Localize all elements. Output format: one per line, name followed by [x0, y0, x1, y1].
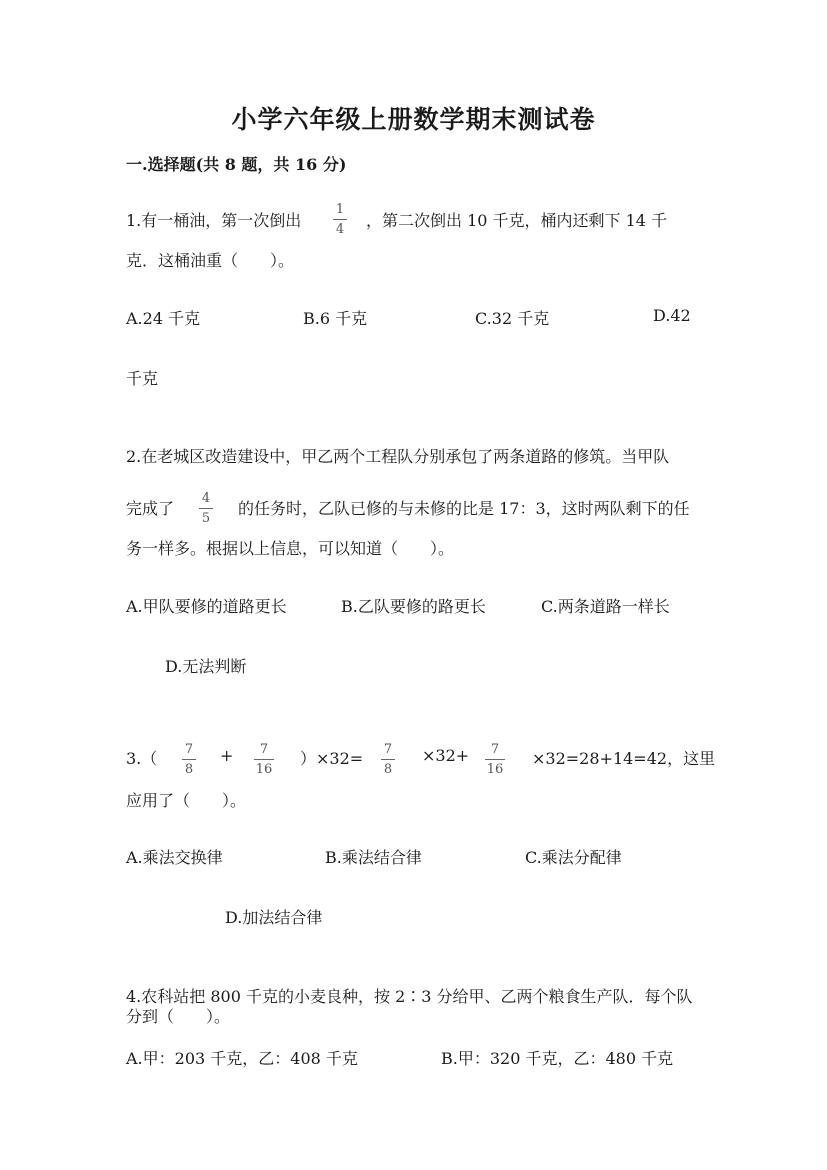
q3-option-c[interactable]: C.乘法分配律 [525, 848, 622, 867]
q2-fraction [199, 492, 213, 525]
q1-line1-post: ，第二次倒出 10 千克，桶内还剩下 14 千 [366, 211, 668, 230]
q4-option-a[interactable]: A.甲：203 千克，乙：408 千克 [126, 1049, 358, 1068]
q1-option-a[interactable]: A.24 千克 [126, 309, 201, 328]
q3-f4-num: 7 [490, 742, 500, 757]
q1-frac-num: 1 [335, 202, 345, 217]
q3-f3-num: 7 [383, 742, 393, 757]
q3-mid1: ）×32= [300, 749, 364, 768]
q3-f1-den: 8 [184, 762, 194, 777]
q3-fraction-3 [381, 743, 395, 776]
q3-fraction-4 [485, 743, 505, 776]
q2-line3: 务一样多。根据以上信息，可以知道（ ）。 [126, 539, 455, 558]
q1-frac-den: 4 [335, 222, 345, 237]
q1-line2: 克．这桶油重（ ）。 [126, 251, 295, 270]
q3-fraction-2 [254, 743, 274, 776]
q3-mid2: ×32+ [422, 746, 470, 765]
section-heading: 一.选择题(共 8 题，共 16 分) [126, 155, 347, 174]
q2-option-c[interactable]: C.两条道路一样长 [541, 597, 670, 616]
q3-plus: + [220, 746, 234, 765]
q2-option-d[interactable]: D.无法判断 [165, 657, 247, 676]
q1-fraction [333, 203, 347, 236]
q4-line1: 4.农科站把 800 千克的小麦良种，按 2∶3 分给甲、乙两个粮食生产队．每个队 [126, 987, 693, 1006]
q3-fraction-1 [182, 743, 196, 776]
q4-option-b[interactable]: B.甲：320 千克，乙：480 千克 [441, 1049, 674, 1068]
q3-line2: 应用了（ ）。 [126, 791, 247, 810]
q3-f3-den: 8 [383, 762, 393, 777]
q3-option-d[interactable]: D.加法结合律 [225, 908, 323, 927]
q3-f2-den: 16 [255, 762, 273, 777]
q3-f2-num: 7 [259, 742, 269, 757]
q1-line1-pre: 1.有一桶油，第一次倒出 [126, 211, 302, 230]
q3-tail: ×32=28+14=42，这里 [532, 749, 716, 768]
q1-option-d-wrap: 千克 [126, 369, 159, 388]
q3-f1-num: 7 [184, 742, 194, 757]
q2-line1: 2.在老城区改造建设中，甲乙两个工程队分别承包了两条道路的修筑。当甲队 [126, 447, 670, 466]
q3-open: 3.（ [126, 749, 158, 768]
q2-frac-num: 4 [201, 491, 211, 506]
q2-frac-den: 5 [201, 511, 211, 526]
q2-option-a[interactable]: A.甲队要修的道路更长 [126, 597, 287, 616]
q3-option-b[interactable]: B.乘法结合律 [325, 848, 422, 867]
page-title: 小学六年级上册数学期末测试卷 [231, 105, 596, 134]
q1-option-c[interactable]: C.32 千克 [475, 309, 550, 328]
q4-line2: 分到（ ）。 [126, 1007, 231, 1026]
q1-option-b[interactable]: B.6 千克 [303, 309, 368, 328]
q3-f4-den: 16 [486, 762, 504, 777]
q2-option-b[interactable]: B.乙队要修的路更长 [341, 597, 486, 616]
q3-option-a[interactable]: A.乘法交换律 [126, 848, 223, 867]
q2-line2-post: 的任务时，乙队已修的与未修的比是 17：3，这时两队剩下的任 [238, 499, 690, 518]
q2-line2-pre: 完成了 [126, 499, 175, 518]
q1-option-d[interactable]: D.42 [653, 306, 691, 325]
